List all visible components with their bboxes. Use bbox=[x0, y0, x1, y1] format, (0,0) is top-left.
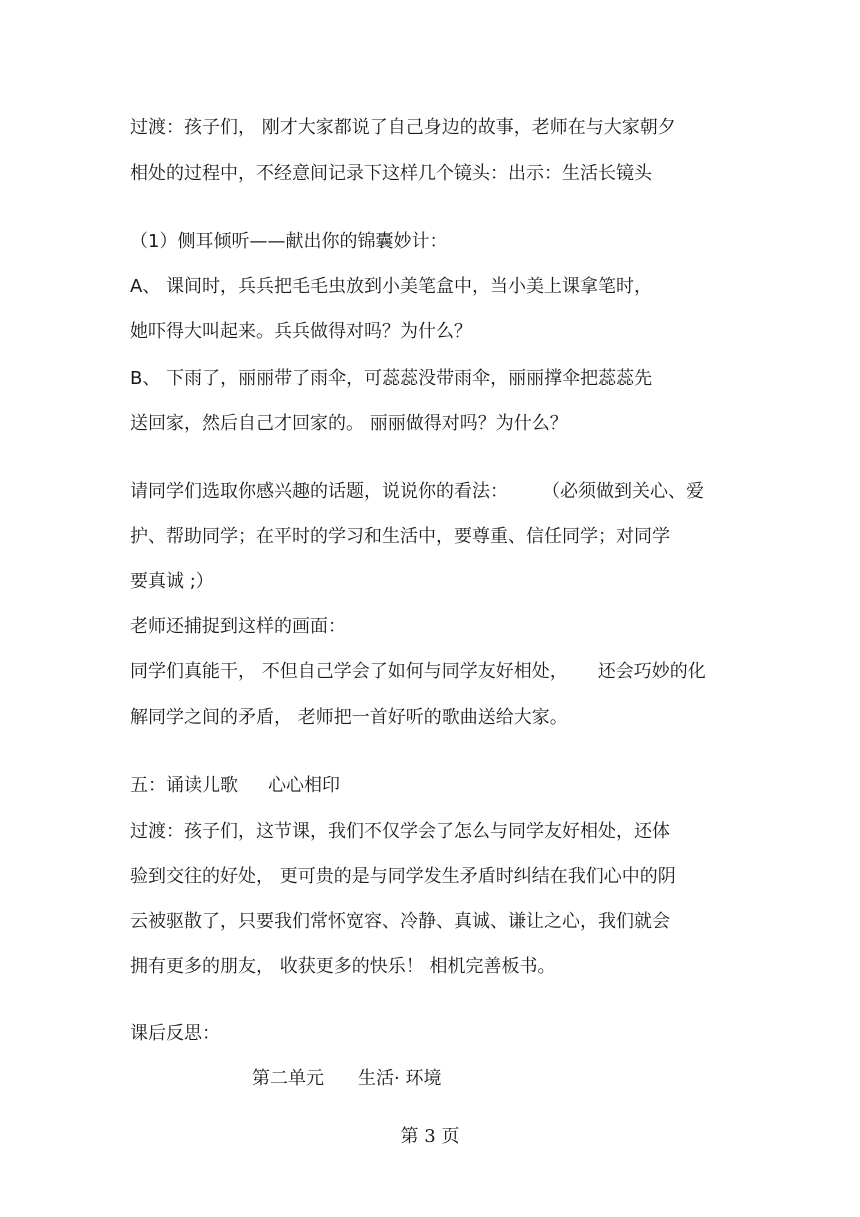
scenario-a-line-2: 她吓得大叫起来。兵兵做得对吗？为什么？ bbox=[130, 321, 472, 342]
reflection-heading: 课后反思： bbox=[130, 1023, 220, 1044]
paragraph-transition-line-2: 相处的过程中，不经意间记录下这样几个镜头：出示：生活长镜头 bbox=[130, 163, 652, 184]
discussion-line-3: 要真诚 ;） bbox=[130, 571, 214, 592]
closing-line-1: 过渡：孩子们，这节课，我们不仅学会了怎么与同学友好相处，还体 bbox=[130, 821, 670, 842]
praise-text-start: 同学们真能干， 不但自己学会了如何与同学友好相处， bbox=[130, 661, 568, 682]
praise-line-1 bbox=[130, 660, 706, 684]
scenario-b-line-1: B、 下雨了，丽丽带了雨伞，可蕊蕊没带雨伞，丽丽撑伞把蕊蕊先 bbox=[130, 368, 653, 389]
scenario-b-line-2: 送回家，然后自己才回家的。 丽丽做得对吗？为什么？ bbox=[130, 413, 568, 434]
section-five-heading bbox=[130, 774, 340, 798]
section-heading-listen: （1）侧耳倾听——献出你的锦囊妙计： bbox=[130, 231, 448, 252]
section-five-title: 五：诵读儿歌 bbox=[130, 775, 238, 796]
unit-title bbox=[252, 1067, 441, 1091]
praise-text-end: 还会巧妙的化 bbox=[597, 661, 706, 682]
unit-theme: 生活· 环境 bbox=[358, 1068, 442, 1089]
unit-number: 第二单元 bbox=[252, 1068, 324, 1089]
closing-line-2: 验到交往的好处， 更可贵的是与同学发生矛盾时纠结在我们心中的阴 bbox=[130, 866, 676, 887]
section-five-subtitle: 心心相印 bbox=[268, 775, 340, 796]
praise-line-2: 解同学之间的矛盾， 老师把一首好听的歌曲送给大家。 bbox=[130, 707, 568, 728]
page-number: 第 3 页 bbox=[400, 1126, 460, 1147]
discussion-note: （必须做到关心、爱 bbox=[542, 481, 704, 502]
discussion-line-2: 护、帮助同学；在平时的学习和生活中，要尊重、信任同学；对同学 bbox=[130, 526, 670, 547]
closing-line-4: 拥有更多的朋友， 收获更多的快乐！ 相机完善板书。 bbox=[130, 956, 556, 977]
discussion-prompt: 请同学们选取你感兴趣的话题，说说你的看法： bbox=[130, 481, 508, 502]
discussion-line-1 bbox=[130, 480, 704, 504]
paragraph-transition-line-1: 过渡：孩子们， 刚才大家都说了自己身边的故事，老师在与大家朝夕 bbox=[130, 117, 676, 138]
scenario-a-line-1: A、 课间时，兵兵把毛毛虫放到小美笔盒中，当小美上课拿笔时， bbox=[130, 276, 653, 297]
teacher-capture-line: 老师还捕捉到这样的画面： bbox=[130, 616, 346, 637]
closing-line-3: 云被驱散了，只要我们常怀宽容、冷静、真诚、谦让之心，我们就会 bbox=[130, 911, 670, 932]
